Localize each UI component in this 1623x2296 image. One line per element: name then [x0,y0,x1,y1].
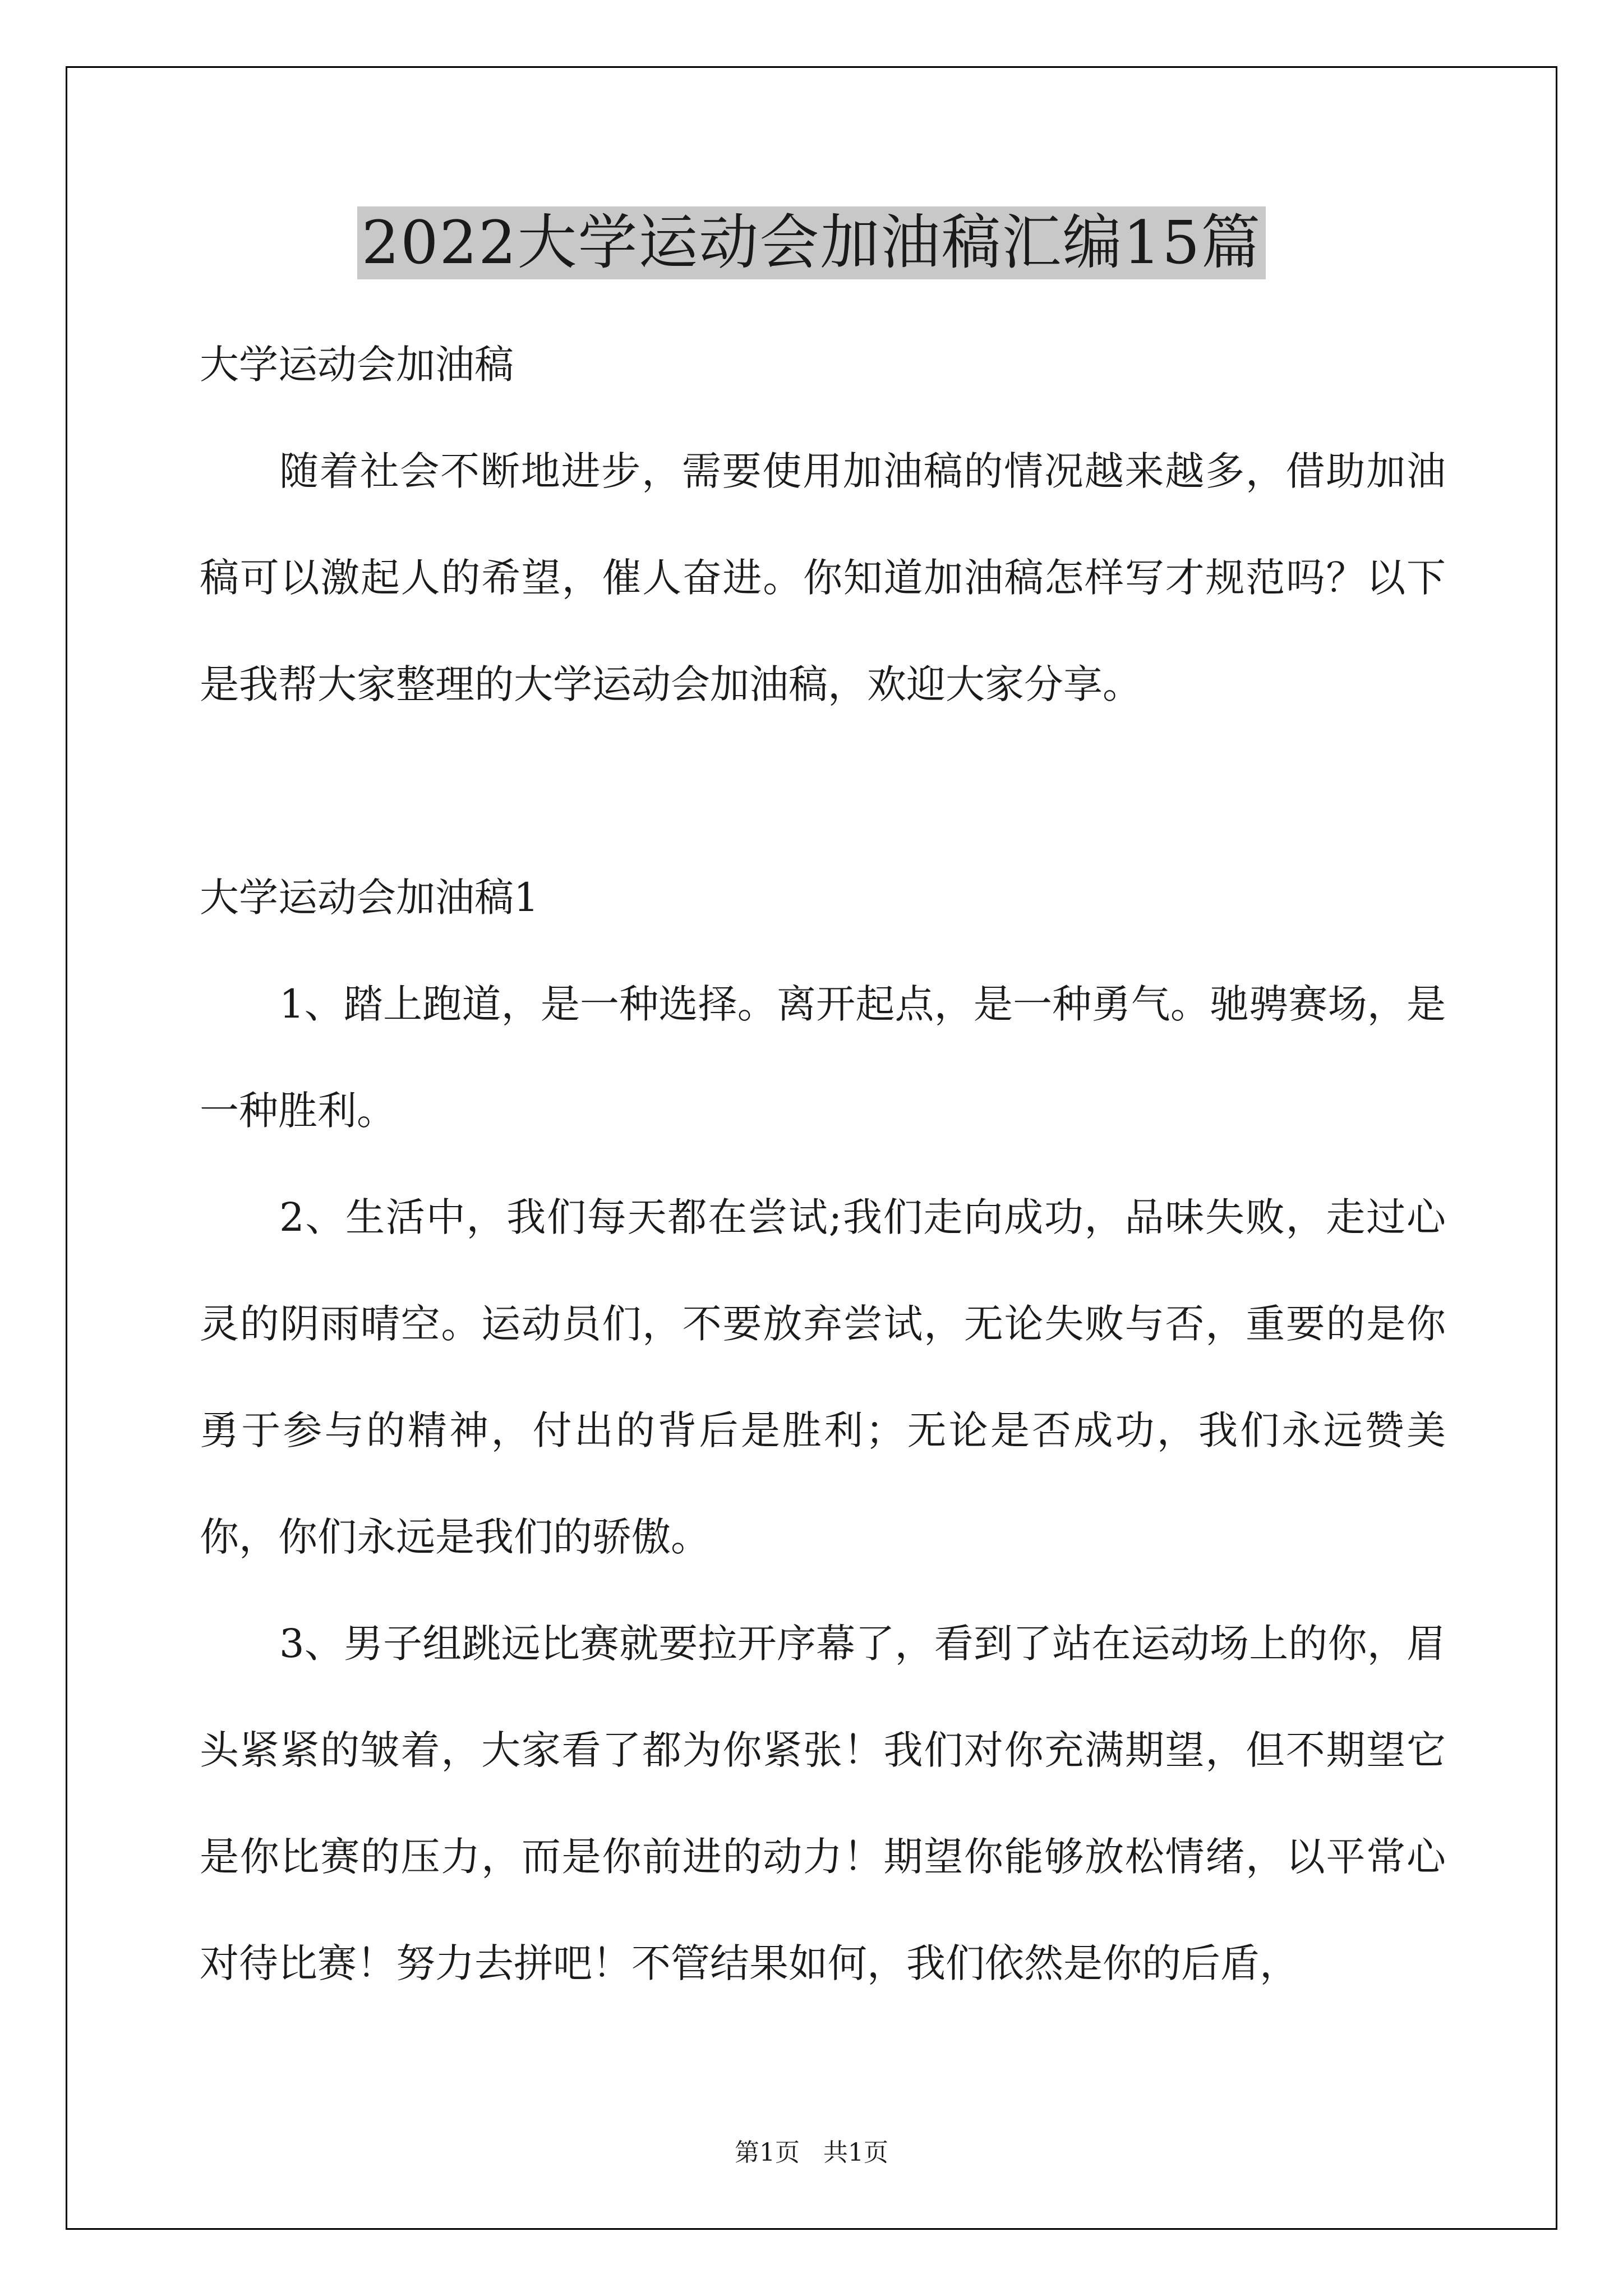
document-body [200,311,1446,2017]
body-paragraph-3: 3、男子组跳远比赛就要拉开序幕了，看到了站在运动场上的你，眉头紧紧的皱着，大家看了都为你紧张！我们对你充满期望，但不期望它是你比赛的压力，而是你前进的动力！期望你能够放松情绪，以平常心对待比赛！努力去拼吧！不管结果如何，我们依然是你的后盾， [200,1621,1446,1986]
body-paragraph-2: 2、生活中，我们每天都在尝试;我们走向成功，品味失败，走过心灵的阴雨晴空。运动员们，不要放弃尝试，无论失败与否，重要的是你勇于参与的精神，付出的背后是胜利；无论是否成功，我们永远赞美你，你们永远是我们的骄傲。 [200,1194,1446,1560]
intro-paragraph: 随着社会不断地进步，需要使用加油稿的情况越来越多，借助加油稿可以激起人的希望，催人奋进。你知道加油稿怎样写才规范吗？以下是我帮大家整理的大学运动会加油稿，欢迎大家分享。 [200,448,1446,707]
subsection-heading: 大学运动会加油稿1 [200,875,539,921]
body-paragraph-1: 1、踏上跑道，是一种选择。离开起点，是一种勇气。驰骋赛场，是一种胜利。 [200,981,1446,1134]
page-footer: 第1页 共1页 [735,2138,888,2167]
section-heading: 大学运动会加油稿 [200,342,514,388]
title-container [0,206,1623,279]
paragraph-spacer [200,738,1446,844]
document-title: 2022大学运动会加油稿汇编15篇 [357,206,1266,279]
